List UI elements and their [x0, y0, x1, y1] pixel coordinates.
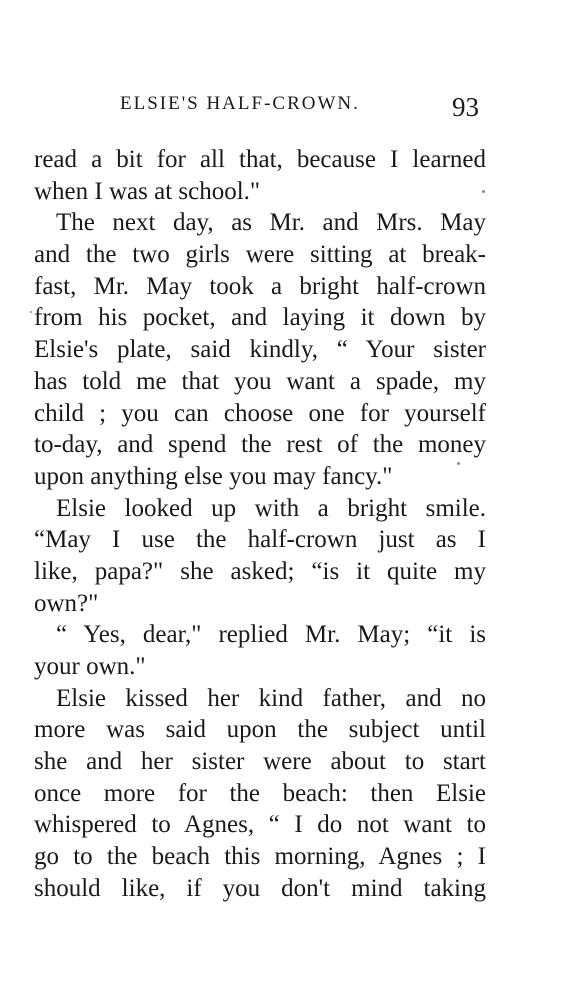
text-line: whispered to Agnes, “ I do not want to	[34, 811, 486, 839]
text-line: child ; you can choose one for yourself	[34, 399, 486, 427]
text-line: “ Yes, dear," replied Mr. May; “it is	[56, 621, 486, 649]
text-line: Elsie kissed her kind father, and no	[56, 684, 486, 712]
text-line: to-day, and spend the rest of the money	[34, 431, 486, 459]
text-line: The next day, as Mr. and Mrs. May	[56, 209, 486, 237]
page-number: 93	[452, 92, 479, 122]
print-speck	[457, 462, 460, 465]
text-line: when I was at school."	[34, 177, 261, 205]
text-line: once more for the beach: then Elsie	[34, 779, 486, 807]
running-title: ELSIE'S HALF-CROWN.	[120, 93, 360, 114]
text-line: own?"	[34, 589, 99, 617]
text-line: Elsie's plate, said kindly, “ Your sister	[34, 336, 486, 364]
text-line: “May I use the half-crown just as I	[34, 526, 486, 554]
text-line: upon anything else you may fancy."	[34, 462, 393, 490]
text-line: fast, Mr. May took a bright half-crown	[34, 272, 486, 300]
body-text	[34, 144, 486, 905]
text-line: she and her sister were about to start	[34, 748, 486, 776]
print-speck	[30, 311, 32, 313]
text-line: and the two girls were sitting at break-	[34, 241, 486, 269]
text-line: more was said upon the subject until	[34, 716, 486, 744]
text-line: Elsie looked up with a bright smile.	[56, 494, 486, 522]
text-line: go to the beach this morning, Agnes ; I	[34, 843, 486, 871]
text-line: should like, if you don't mind taking	[34, 874, 486, 902]
text-line: like, papa?" she asked; “is it quite my	[34, 557, 486, 585]
text-line: read a bit for all that, because I learned	[34, 146, 486, 173]
text-line: has told me that you want a spade, my	[34, 367, 486, 395]
text-line: your own."	[34, 653, 146, 680]
print-speck	[482, 190, 485, 193]
text-line: from his pocket, and laying it down by	[34, 304, 486, 332]
